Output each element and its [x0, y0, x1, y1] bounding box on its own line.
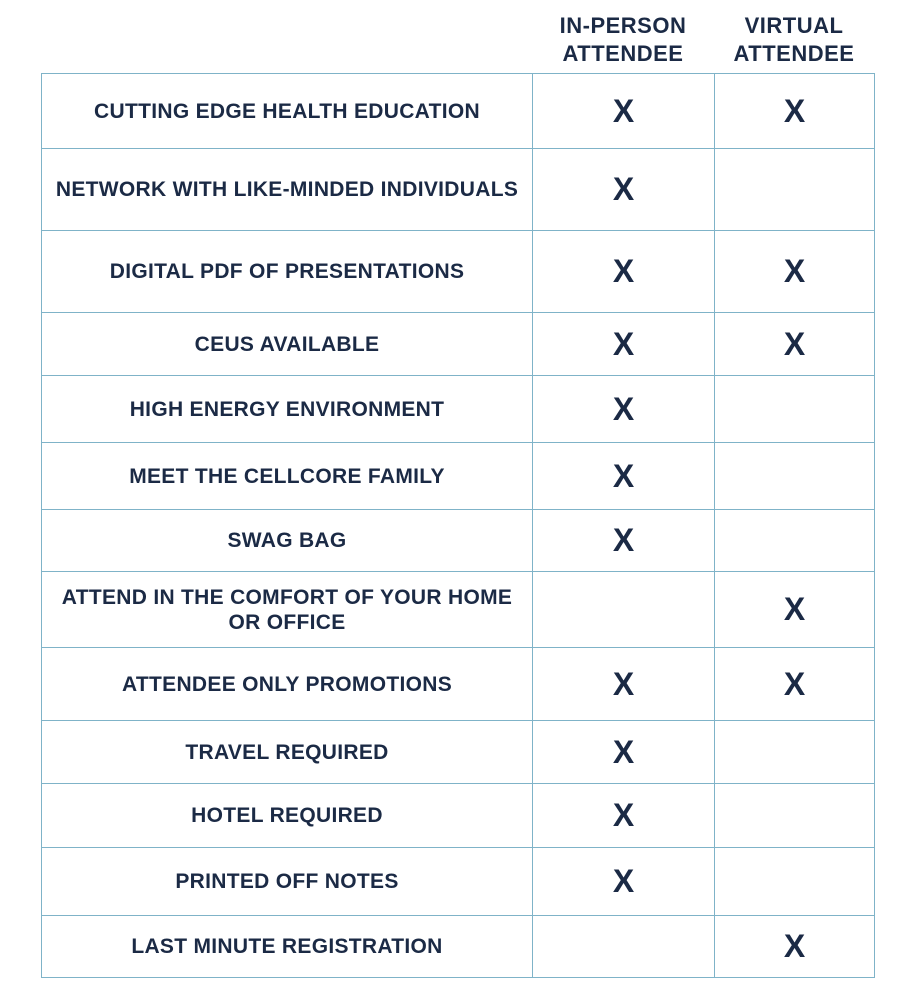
in-person-mark: X	[533, 848, 715, 916]
virtual-mark: X	[715, 313, 875, 376]
feature-cell: MEET THE CELLCORE FAMILY	[42, 443, 533, 510]
feature-cell: DIGITAL PDF OF PRESENTATIONS	[42, 231, 533, 313]
table-row	[42, 149, 875, 231]
in-person-mark: X	[533, 443, 715, 510]
feature-cell: TRAVEL REQUIRED	[42, 721, 533, 784]
virtual-mark	[715, 149, 875, 231]
table-row	[42, 443, 875, 510]
column-header-in-person	[532, 12, 714, 68]
table-row	[42, 74, 875, 149]
feature-cell: PRINTED OFF NOTES	[42, 848, 533, 916]
feature-cell: ATTENDEE ONLY PROMOTIONS	[42, 648, 533, 721]
feature-cell: CEUS AVAILABLE	[42, 313, 533, 376]
virtual-mark	[715, 721, 875, 784]
feature-cell: ATTEND IN THE COMFORT OF YOUR HOME OR OFFICE	[42, 572, 533, 648]
table-row	[42, 376, 875, 443]
table-row	[42, 721, 875, 784]
in-person-mark: X	[533, 376, 715, 443]
feature-cell: LAST MINUTE REGISTRATION	[42, 916, 533, 978]
in-person-mark: X	[533, 74, 715, 149]
virtual-mark: X	[715, 572, 875, 648]
in-person-mark: X	[533, 313, 715, 376]
comparison-table	[41, 73, 875, 978]
virtual-mark: X	[715, 74, 875, 149]
virtual-mark	[715, 848, 875, 916]
table-row	[42, 784, 875, 848]
column-header-in-person-line2: ATTENDEE	[562, 41, 684, 66]
virtual-mark	[715, 443, 875, 510]
column-header-virtual	[714, 12, 874, 68]
feature-cell: HIGH ENERGY ENVIRONMENT	[42, 376, 533, 443]
feature-cell: HOTEL REQUIRED	[42, 784, 533, 848]
table-row	[42, 848, 875, 916]
virtual-mark	[715, 376, 875, 443]
table-row	[42, 648, 875, 721]
table-row	[42, 510, 875, 572]
virtual-mark: X	[715, 648, 875, 721]
feature-cell: SWAG BAG	[42, 510, 533, 572]
in-person-mark: X	[533, 784, 715, 848]
virtual-mark	[715, 784, 875, 848]
in-person-mark	[533, 572, 715, 648]
virtual-mark: X	[715, 231, 875, 313]
table-row	[42, 916, 875, 978]
column-header-virtual-line2: ATTENDEE	[733, 41, 855, 66]
feature-cell: NETWORK WITH LIKE-MINDED INDIVIDUALS	[42, 149, 533, 231]
virtual-mark: X	[715, 916, 875, 978]
in-person-mark: X	[533, 648, 715, 721]
table-row	[42, 313, 875, 376]
column-header-virtual-line1: VIRTUAL	[744, 13, 844, 38]
table-header	[0, 12, 914, 72]
in-person-mark: X	[533, 149, 715, 231]
in-person-mark: X	[533, 510, 715, 572]
in-person-mark	[533, 916, 715, 978]
feature-cell: CUTTING EDGE HEALTH EDUCATION	[42, 74, 533, 149]
table-row	[42, 572, 875, 648]
in-person-mark: X	[533, 721, 715, 784]
virtual-mark	[715, 510, 875, 572]
column-header-in-person-line1: IN-PERSON	[559, 13, 687, 38]
in-person-mark: X	[533, 231, 715, 313]
table-row	[42, 231, 875, 313]
